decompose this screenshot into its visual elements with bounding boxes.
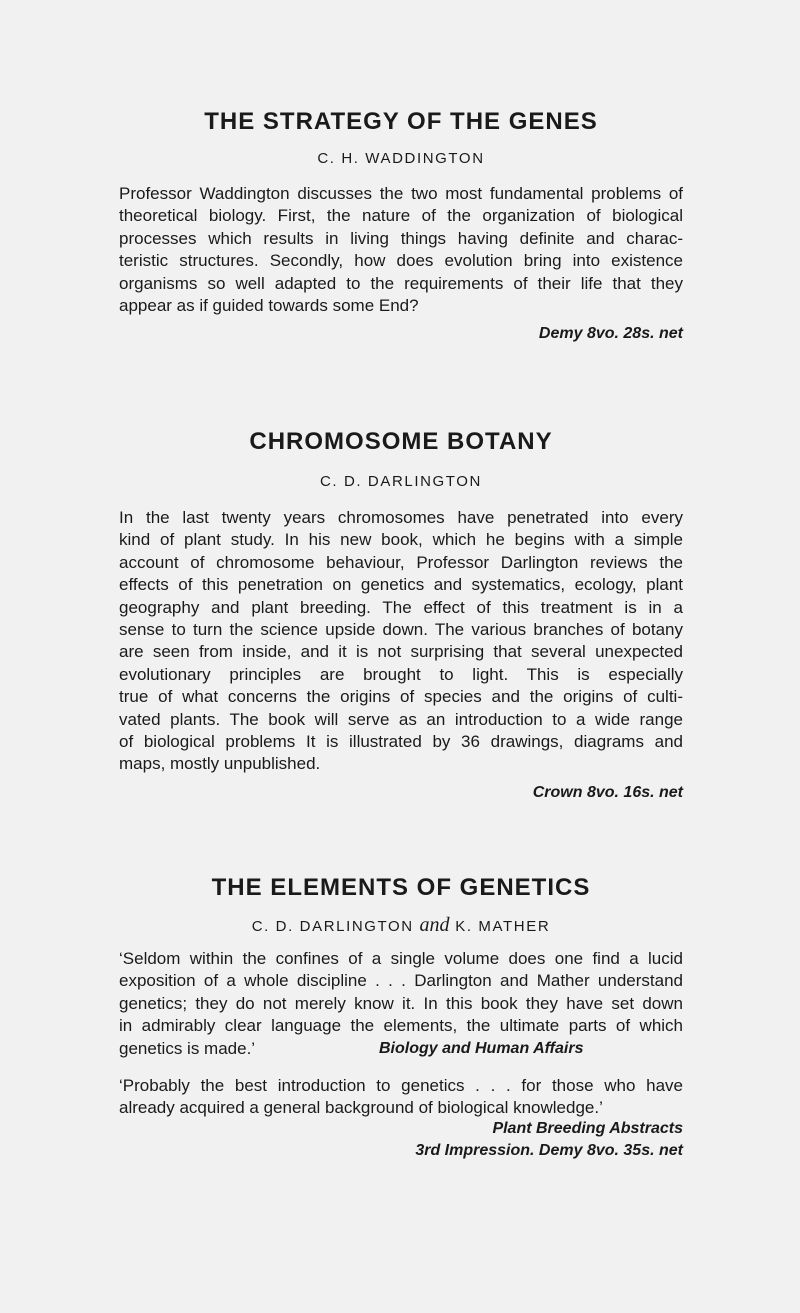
quote-source: Biology and Human Affairs [379, 1039, 584, 1057]
description-line: processes which results in living things having definite and charac- [119, 228, 683, 248]
book-author: C. H. WADDINGTON [317, 150, 485, 167]
description-line: In the last twenty years chromosomes have penetrated into every [119, 508, 683, 527]
description-line: theoretical biology. First, the nature of the organization of biological [119, 206, 683, 226]
quote-source: Plant Breeding Abstracts [492, 1119, 683, 1137]
book-title: THE ELEMENTS OF GENETICS [211, 874, 591, 901]
description-line: account of chromosome behaviour, Professor Darlington reviews the [119, 552, 683, 572]
quote-line: genetics is made.’ [119, 1038, 256, 1058]
description-line: evolutionary principles are brought to light. This is especially [119, 664, 683, 684]
book-price: Crown 8vo. 16s. net [532, 783, 683, 801]
book-description [119, 183, 683, 317]
description-line: geography and plant breeding. The effect of this treatment is in a [119, 597, 683, 617]
quote-line: ‘Probably the best introduction to genetics . . . for those who have [119, 1076, 683, 1096]
book-title: THE STRATEGY OF THE GENES [204, 108, 598, 135]
description-line: maps, mostly unpublished. [119, 754, 321, 774]
review-quote-2 [119, 1075, 683, 1120]
book-entry-strategy-of-the-genes [119, 108, 683, 343]
description-line: kind of plant study. In his new book, which he begins with a simple [119, 530, 683, 550]
quote-line: ‘Seldom within the confines of a single volume does one find a lucid [119, 949, 683, 968]
description-line: effects of this penetration on genetics and systematics, ecology, plant [119, 575, 683, 595]
description-line: vated plants. The book will serve as an introduction to a wide range [119, 709, 683, 729]
description-line: true of what concerns the origins of species and the origins of culti- [119, 687, 683, 707]
author-name: C. D. DARLINGTON [251, 918, 414, 935]
quote-line: in admirably clear language the elements, the ultimate parts of which [119, 1016, 683, 1036]
review-quote-1 [119, 948, 683, 1060]
description-line: are seen from inside, and it is not surprising that several unexpected [119, 642, 683, 662]
book-entry-elements-of-genetics [119, 874, 683, 1160]
book-entry-chromosome-botany [119, 428, 683, 802]
description-line: Professor Waddington discusses the two most fundamental problems of [119, 184, 683, 203]
description-line: teristic structures. Secondly, how does evolution bring into existence [119, 251, 683, 271]
book-author [119, 914, 683, 937]
quote-line: genetics; they do not merely know it. In this book they have set down [119, 993, 683, 1013]
book-price: Demy 8vo. 28s. net [538, 325, 683, 343]
book-author: C. D. DARLINGTON [319, 473, 482, 490]
book-price: 3rd Impression. Demy 8vo. 35s. net [415, 1141, 683, 1159]
quote-line: already acquired a general background of biological knowledge.’ [119, 1098, 603, 1118]
author-conjunction: and [419, 914, 450, 936]
quote-line: exposition of a whole discipline . . . Darlington and Mather understand [119, 971, 683, 991]
book-description [119, 507, 683, 776]
description-line: organisms so well adapted to the requirements of their life that they [119, 273, 683, 293]
description-line: sense to turn the science upside down. The various branches of botany [119, 620, 683, 640]
quote-last-line [119, 1038, 683, 1060]
description-line: of biological problems It is illustrated by 36 drawings, diagrams and [119, 732, 683, 752]
description-line: appear as if guided towards some End? [119, 296, 419, 316]
book-title: CHROMOSOME BOTANY [249, 428, 553, 455]
author-name: K. MATHER [455, 918, 551, 935]
